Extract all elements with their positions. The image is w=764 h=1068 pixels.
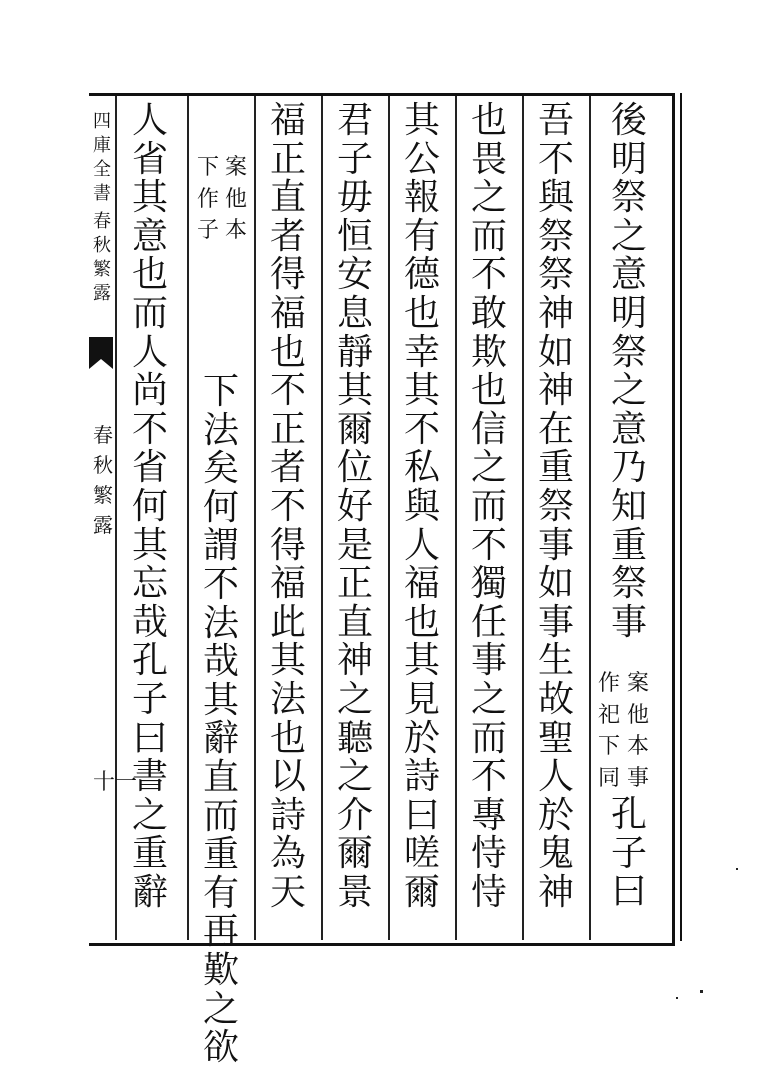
glyph: 有 (202, 872, 239, 914)
glyph: 德 (403, 254, 440, 296)
glyph: 祭 (537, 254, 574, 296)
column-rule (321, 96, 323, 940)
glyph: 以 (269, 756, 306, 798)
glyph: 祭 (537, 215, 574, 257)
glyph: 法 (202, 602, 239, 644)
glyph: 事 (610, 601, 647, 643)
glyph: 有 (403, 215, 440, 257)
glyph: 同 (597, 765, 620, 791)
glyph: 事 (626, 765, 649, 791)
glyph: 事 (537, 601, 574, 643)
glyph: 得 (269, 254, 306, 296)
glyph: 之 (610, 370, 647, 412)
glyph: 正 (269, 138, 306, 180)
glyph: 神 (537, 871, 574, 913)
glyph: 不 (269, 370, 306, 412)
glyph: 故 (537, 678, 574, 720)
glyph: 之 (336, 678, 373, 720)
glyph: 神 (537, 292, 574, 334)
glyph: 其 (131, 177, 168, 219)
glyph: 繁 (93, 259, 111, 280)
glyph: 報 (403, 177, 440, 219)
glyph: 詩 (403, 756, 440, 798)
glyph: 之 (470, 177, 507, 219)
glyph: 全 (93, 159, 111, 180)
column-rule (254, 96, 256, 940)
glyph: 者 (269, 447, 306, 489)
glyph: 春 (93, 211, 111, 232)
glyph: 之 (131, 794, 168, 836)
glyph: 直 (269, 177, 306, 219)
glyph: 毋 (336, 177, 373, 219)
glyph: 畏 (470, 138, 507, 180)
text-column-1 (603, 102, 655, 642)
glyph: 好 (336, 485, 373, 527)
glyph: 再 (202, 911, 239, 953)
glyph: 私 (403, 447, 440, 489)
text-column-3 (463, 102, 515, 912)
glyph: 正 (336, 563, 373, 605)
glyph: 之 (470, 447, 507, 489)
page-number: 十一 (93, 770, 138, 795)
glyph: 案 (626, 671, 649, 696)
margin-book-label (92, 420, 114, 540)
glyph: 而 (470, 485, 507, 527)
glyph: 哉 (131, 601, 168, 643)
glyph: 爾 (403, 871, 440, 913)
glyph: 意 (131, 215, 168, 257)
glyph: 祭 (537, 485, 574, 527)
glyph: 後 (610, 100, 647, 141)
glyph: 而 (202, 795, 239, 837)
glyph: 安 (336, 254, 373, 296)
glyph: 也 (470, 100, 507, 141)
text-column-6 (262, 102, 314, 912)
glyph: 春 (93, 423, 113, 447)
glyph: 謂 (202, 525, 239, 567)
glyph: 息 (336, 292, 373, 334)
glyph: 直 (202, 756, 239, 798)
glyph: 四 (93, 111, 111, 132)
glyph: 意 (610, 408, 647, 450)
glyph: 不 (470, 524, 507, 566)
glyph: 得 (269, 524, 306, 566)
glyph: 祭 (610, 563, 647, 605)
glyph: 其 (403, 370, 440, 412)
ink-speck (736, 868, 738, 870)
annotation-column (624, 668, 652, 794)
glyph: 子 (131, 678, 168, 720)
glyph: 吾 (537, 100, 574, 141)
glyph: 也 (131, 254, 168, 296)
glyph: 曰 (131, 717, 168, 759)
glyph: 人 (131, 100, 168, 141)
glyph: 幸 (403, 331, 440, 373)
glyph: 露 (93, 283, 111, 304)
glyph: 也 (403, 292, 440, 334)
glyph: 重 (131, 833, 168, 875)
glyph: 不 (470, 254, 507, 296)
glyph: 重 (202, 834, 239, 876)
column-rule (455, 96, 457, 940)
text-column-2 (530, 102, 582, 912)
glyph: 他 (626, 702, 649, 728)
glyph: 不 (470, 756, 507, 798)
glyph: 法 (202, 409, 239, 451)
glyph: 重 (610, 524, 647, 566)
glyph: 爾 (336, 408, 373, 450)
glyph: 恒 (336, 215, 373, 257)
glyph: 鬼 (537, 833, 574, 875)
glyph: 而 (470, 215, 507, 257)
glyph: 省 (131, 138, 168, 180)
outer-rule (680, 93, 682, 941)
glyph: 與 (403, 485, 440, 527)
glyph: 其 (202, 679, 239, 721)
glyph: 書 (93, 183, 111, 204)
glyph: 不 (403, 408, 440, 450)
glyph: 為 (269, 833, 306, 875)
glyph: 本 (626, 734, 649, 759)
glyph: 福 (403, 563, 440, 605)
glyph: 之 (336, 756, 373, 798)
glyph: 而 (131, 292, 168, 334)
margin-title-column (89, 210, 115, 306)
glyph: 重 (537, 447, 574, 489)
glyph: 忘 (131, 563, 168, 605)
glyph: 其 (403, 640, 440, 682)
glyph: 欲 (202, 1027, 239, 1068)
glyph: 欺 (470, 331, 507, 373)
ink-speck (700, 990, 703, 993)
glyph: 聖 (537, 717, 574, 759)
glyph: 也 (269, 717, 306, 759)
glyph: 他 (224, 186, 247, 212)
glyph: 靜 (336, 331, 373, 373)
glyph: 見 (403, 678, 440, 720)
glyph: 恃 (470, 871, 507, 913)
glyph: 下 (202, 371, 239, 412)
glyph: 何 (131, 485, 168, 527)
glyph: 辭 (202, 718, 239, 760)
glyph: 君 (336, 100, 373, 141)
glyph: 介 (336, 794, 373, 836)
fishtail-mark (89, 337, 113, 359)
page-frame (89, 93, 675, 946)
glyph: 省 (131, 447, 168, 489)
glyph: 繁 (93, 483, 113, 507)
glyph: 生 (537, 640, 574, 682)
text-column-1-tail (603, 796, 655, 912)
annotation-column (595, 668, 623, 794)
glyph: 作 (597, 671, 620, 696)
glyph: 福 (269, 563, 306, 605)
glyph: 秋 (93, 453, 113, 477)
glyph: 神 (336, 640, 373, 682)
glyph: 辭 (131, 871, 168, 913)
column-rule (522, 96, 524, 940)
glyph: 歎 (202, 949, 239, 991)
glyph: 祭 (610, 331, 647, 373)
glyph: 天 (269, 871, 306, 913)
glyph: 下 (597, 734, 620, 759)
glyph: 人 (131, 331, 168, 373)
text-column-4 (396, 102, 448, 912)
glyph: 此 (269, 601, 306, 643)
glyph: 孔 (131, 640, 168, 682)
glyph: 人 (403, 524, 440, 566)
glyph: 事 (470, 640, 507, 682)
glyph: 神 (537, 370, 574, 412)
glyph: 不 (202, 563, 239, 605)
glyph: 於 (537, 794, 574, 836)
glyph: 詩 (269, 794, 306, 836)
column-rule (589, 96, 591, 940)
text-column-5 (329, 102, 381, 912)
glyph: 不 (269, 485, 306, 527)
fishtail-notch (89, 359, 113, 369)
glyph: 者 (269, 215, 306, 257)
glyph: 露 (93, 513, 113, 537)
glyph: 子 (336, 138, 373, 180)
glyph: 之 (610, 215, 647, 257)
glyph: 下 (196, 155, 219, 180)
glyph: 爾 (336, 833, 373, 875)
glyph: 子 (196, 218, 219, 243)
glyph: 不 (131, 408, 168, 450)
glyph: 於 (403, 717, 440, 759)
column-rule (388, 96, 390, 940)
annotation-column (222, 152, 250, 247)
glyph: 專 (470, 794, 507, 836)
annotation-column (194, 152, 222, 247)
glyph: 任 (470, 601, 507, 643)
glyph: 案 (224, 155, 247, 180)
glyph: 獨 (470, 563, 507, 605)
glyph: 明 (610, 292, 647, 334)
glyph: 公 (403, 138, 440, 180)
glyph: 如 (537, 331, 574, 373)
glyph: 如 (537, 563, 574, 605)
glyph: 恃 (470, 833, 507, 875)
glyph: 而 (470, 717, 507, 759)
glyph: 景 (336, 871, 373, 913)
glyph: 其 (131, 524, 168, 566)
glyph: 秋 (93, 235, 111, 256)
glyph: 孔 (610, 794, 647, 835)
glyph: 人 (537, 756, 574, 798)
glyph: 祭 (610, 177, 647, 219)
glyph: 哉 (202, 641, 239, 683)
glyph: 意 (610, 254, 647, 296)
glyph: 矣 (202, 448, 239, 490)
glyph: 其 (403, 100, 440, 141)
glyph: 乃 (610, 447, 647, 489)
glyph: 之 (202, 988, 239, 1030)
glyph: 福 (269, 292, 306, 334)
glyph: 嗟 (403, 833, 440, 875)
glyph: 敢 (470, 292, 507, 334)
glyph: 本 (224, 218, 247, 243)
glyph: 事 (537, 524, 574, 566)
glyph: 之 (470, 678, 507, 720)
glyph: 福 (269, 100, 306, 141)
glyph: 也 (470, 370, 507, 412)
glyph: 也 (269, 331, 306, 373)
glyph: 是 (336, 524, 373, 566)
glyph: 祀 (597, 702, 620, 728)
glyph: 庫 (93, 135, 111, 156)
glyph: 法 (269, 678, 306, 720)
glyph: 作 (196, 186, 219, 212)
glyph: 其 (269, 640, 306, 682)
glyph: 子 (610, 832, 647, 874)
glyph: 何 (202, 486, 239, 528)
glyph: 也 (403, 601, 440, 643)
ink-speck (676, 997, 678, 999)
text-column-7 (195, 373, 247, 1068)
glyph: 書 (131, 756, 168, 798)
glyph: 曰 (403, 794, 440, 836)
margin-title-column (89, 110, 115, 206)
glyph: 曰 (610, 871, 647, 913)
glyph: 直 (336, 601, 373, 643)
column-rule (187, 96, 189, 940)
glyph: 位 (336, 447, 373, 489)
glyph: 信 (470, 408, 507, 450)
glyph: 不 (537, 138, 574, 180)
glyph: 明 (610, 138, 647, 180)
glyph: 在 (537, 408, 574, 450)
column-rule (115, 96, 117, 940)
glyph: 其 (336, 370, 373, 412)
glyph: 正 (269, 408, 306, 450)
glyph: 與 (537, 177, 574, 219)
glyph: 聽 (336, 717, 373, 759)
glyph: 知 (610, 485, 647, 527)
glyph: 尚 (131, 370, 168, 412)
